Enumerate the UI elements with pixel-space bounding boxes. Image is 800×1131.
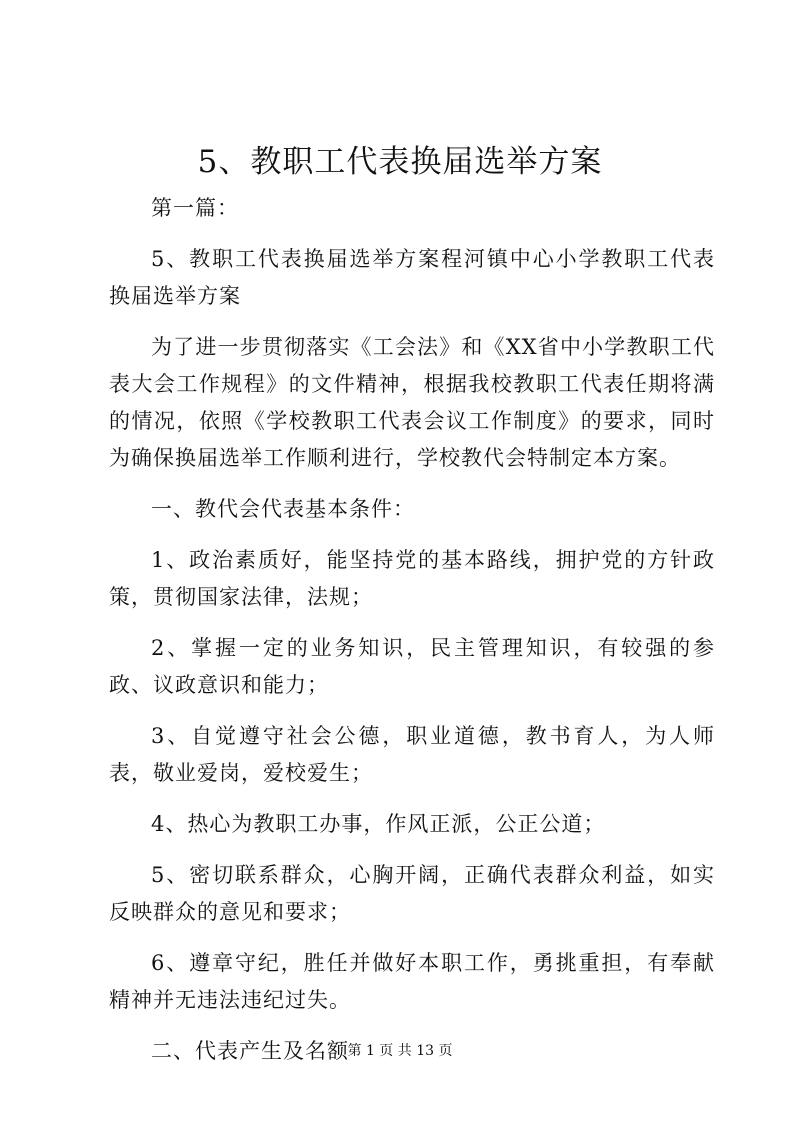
condition-item-6: 6、遵章守纪，胜任并做好本职工作，勇挑重担，有奉献精神并无违法违纪过失。 bbox=[109, 951, 715, 1012]
paragraph-intro: 为了进一步贯彻落实《工会法》和《XX省中小学教职工代表大会工作规程》的文件精神，根据我校教职工代表任期将满的情况，依照《学校教职工代表会议工作制度》的要求，同时为确保换届选举工作顺利进行，学校教代会特制定本方案。 bbox=[109, 335, 715, 470]
condition-item-3: 3、自觉遵守社会公德，职业道德，教书育人，为人师表，敬业爱岗，爱校爱生； bbox=[109, 724, 715, 785]
condition-item-2: 2、掌握一定的业务知识，民主管理知识，有较强的参政、议政意识和能力； bbox=[109, 636, 715, 697]
page-footer: 第 1 页 共 13 页 bbox=[347, 1043, 453, 1059]
condition-item-5: 5、密切联系群众，心胸开阔，正确代表群众利益，如实反映群众的意见和要求； bbox=[109, 863, 715, 924]
condition-item-1: 1、政治素质好，能坚持党的基本路线，拥护党的方针政策，贯彻国家法律，法规； bbox=[109, 548, 715, 609]
document-body bbox=[109, 190, 715, 1084]
heading-representative-quota: 二、代表产生及名额 bbox=[151, 1039, 349, 1063]
paragraph-section-label: 第一篇： bbox=[151, 196, 239, 220]
paragraph-subtitle: 5、教职工代表换届选举方案程河镇中心小学教职工代表换届选举方案 bbox=[109, 247, 715, 308]
document-title: 5、教职工代表换届选举方案 bbox=[197, 144, 603, 180]
heading-basic-conditions: 一、教代会代表基本条件： bbox=[151, 497, 415, 521]
condition-item-4: 4、热心为教职工办事，作风正派，公正公道； bbox=[151, 812, 606, 836]
